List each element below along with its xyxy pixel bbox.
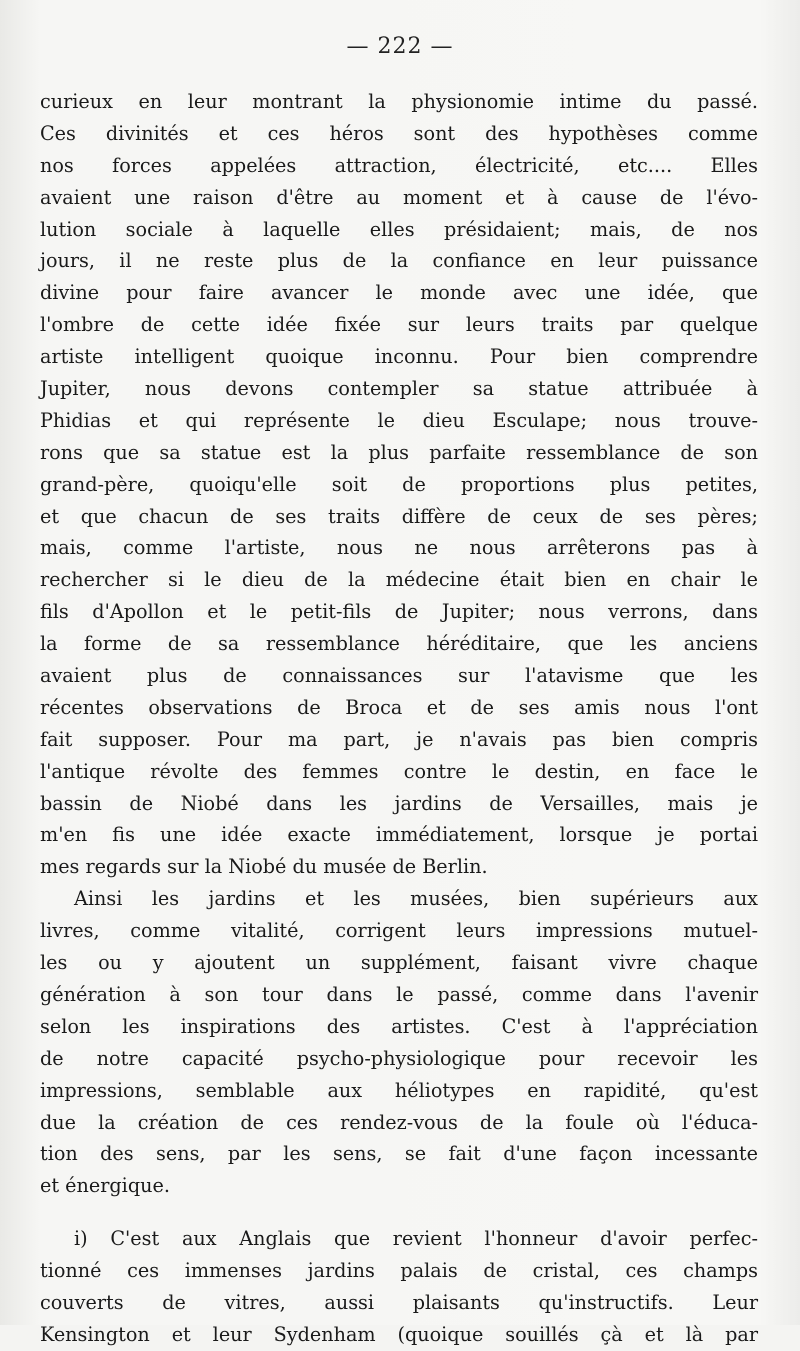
text-line: divine pour faire avancer le monde avec une idée, que [40, 281, 758, 305]
text-line: rechercher si le dieu de la médecine était bien en chair le [40, 568, 758, 592]
text-line: fils d'Apollon et le petit-fils de Jupiter; nous verrons, dans [40, 600, 758, 624]
text-line: Phidias et qui représente le dieu Esculape; nous trouve- [40, 408, 758, 432]
text-line: m'en fis une idée exacte immédiatement, lorsque je portai [40, 823, 758, 847]
text-line: l'antique révolte des femmes contre le destin, en face le [40, 759, 758, 783]
text-line: jours, il ne reste plus de la confiance en leur puissance [40, 249, 758, 273]
text-line: récentes observations de Broca et de ses amis nous l'ont [40, 695, 758, 719]
paragraph-gap [40, 1202, 758, 1223]
text-line: Jupiter, nous devons contempler sa statue attribuée à [40, 377, 758, 401]
text-line: artiste intelligent quoique inconnu. Pour bien comprendre [40, 345, 758, 369]
text-line: mes regards sur la Niobé du musée de Berlin. [40, 855, 488, 879]
paragraph [40, 86, 758, 883]
body-text [40, 86, 758, 1351]
paragraph [40, 883, 758, 1202]
text-line: de notre capacité psycho-physiologique pour recevoir les [40, 1046, 758, 1070]
text-line: impressions, semblable aux héliotypes en rapidité, qu'est [40, 1078, 758, 1102]
text-line: curieux en leur montrant la physionomie intime du passé. [40, 90, 758, 113]
page-number: — 222 — [346, 34, 454, 59]
text-line: génération à son tour dans le passé, comme dans l'avenir [40, 982, 758, 1006]
text-line: nos forces appelées attraction, électricité, etc.... Elles [40, 153, 758, 177]
text-line: Kensington et leur Sydenham (quoique souillés çà et là par [40, 1322, 758, 1346]
text-line: mais, comme l'artiste, nous ne nous arrêterons pas à [40, 536, 758, 560]
text-line: avaient une raison d'être au moment et à cause de l'évo- [40, 185, 758, 209]
text-line: selon les inspirations des artistes. C'est à l'appréciation [40, 1014, 758, 1038]
text-line: bassin de Niobé dans les jardins de Versailles, mais je [40, 791, 758, 815]
text-line: couverts de vitres, aussi plaisants qu'instructifs. Leur [40, 1290, 758, 1314]
text-line: i) C'est aux Anglais que revient l'honneur d'avoir perfec- [74, 1227, 758, 1251]
text-line: fait supposer. Pour ma part, je n'avais pas bien compris [40, 727, 758, 751]
text-line: grand-père, quoiqu'elle soit de proportions plus petites, [40, 472, 758, 496]
text-line: tion des sens, par les sens, se fait d'une façon incessante [40, 1142, 758, 1166]
text-line: l'ombre de cette idée fixée sur leurs traits par quelque [40, 313, 758, 337]
text-line: tionné ces immenses jardins palais de cristal, ces champs [40, 1259, 758, 1283]
text-line: livres, comme vitalité, corrigent leurs impressions mutuel- [40, 919, 758, 943]
text-line: et énergique. [40, 1174, 170, 1198]
text-line: et que chacun de ses traits diffère de ceux de ses pères; [40, 504, 758, 528]
text-line: Ainsi les jardins et les musées, bien supérieurs aux [74, 887, 758, 911]
text-line: les ou y ajoutent un supplément, faisant vivre chaque [40, 951, 758, 975]
text-line: rons que sa statue est la plus parfaite ressemblance de son [40, 440, 758, 464]
text-line: lution sociale à laquelle elles présidaient; mais, de nos [40, 217, 758, 241]
text-line: la forme de sa ressemblance héréditaire, que les anciens [40, 632, 758, 656]
text-line: Ces divinités et ces héros sont des hypothèses comme [40, 121, 758, 145]
text-line: due la création de ces rendez-vous de la foule où l'éduca- [40, 1110, 758, 1134]
text-line: avaient plus de connaissances sur l'atavisme que les [40, 664, 758, 688]
footnote [40, 1223, 758, 1351]
